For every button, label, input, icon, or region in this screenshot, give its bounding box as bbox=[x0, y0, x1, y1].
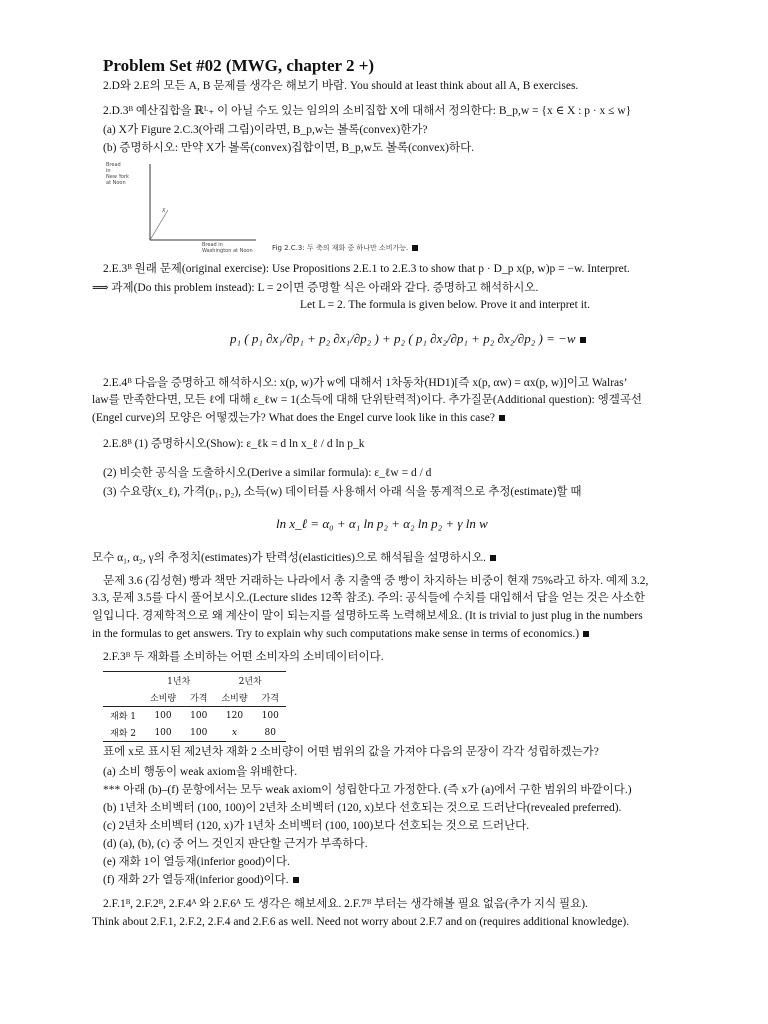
table-year-header-row bbox=[103, 672, 286, 690]
table-row-label: 재화 1 bbox=[110, 712, 136, 722]
table-sub-header: 가격 bbox=[255, 689, 286, 707]
figure-x-label-1: Bread in bbox=[202, 242, 223, 248]
table-cell: 120 bbox=[225, 710, 244, 721]
problem-2f3-part-d: (d) (a), (b), (c) 중 어느 것인지 판단할 근거가 부족하다. bbox=[103, 838, 368, 850]
problem-2f3-part-f-text: (f) 재화 2가 열등재(inferior good)이다. bbox=[103, 874, 289, 886]
figure-caption-text: Fig 2.C.3: 두 축의 재화 중 하나만 소비가능. bbox=[272, 244, 409, 252]
figure-y-label-1: Bread bbox=[106, 162, 121, 168]
problem-2f3-assumption: *** 아래 (b)–(f) 문항에서는 모두 weak axiom이 성립한다고 가정한다. (즉 x가 (a)에서 구한 범위의 바깥이다.) bbox=[103, 784, 632, 796]
problem-2e4-line-3-text: (Engel curve)의 모양은 어떻겠는가? What does the Engel curve look like in this case? bbox=[92, 412, 496, 424]
problem-2e3-let: Let L = 2. The formula is given below. Prove it and interpret it. bbox=[300, 299, 590, 311]
problem-2e8-part-2: (2) 비슷한 공식을 도출하시오(Derive a similar formula): ε_ℓw = d / d bbox=[103, 467, 432, 479]
final-note-english: Think about 2.F.1, 2.F.2, 2.F.4 and 2.F.6 as well. Need not worry about 2.F.7 and on (requires additional knowledge). bbox=[92, 916, 630, 928]
problem-2f3-part-b: (b) 1년차 소비벡터 (100, 100)이 2년차 소비벡터 (120, x)보다 선호되는 것으로 드러난다(revealed preferred). bbox=[103, 802, 622, 814]
problem-2d3-statement: 2.D.3ᴮ 예산집합을 ℝᴸ₊ 이 아닐 수도 있는 임의의 소비집합 X에 대해서 정의한다: B_p,w = {x ∈ X : p · x ≤ w} bbox=[103, 105, 632, 117]
end-square-icon bbox=[412, 245, 418, 251]
problem-2e3-formula-text: p₁ ( p₁ ∂x₁/∂p₁ + p₂ ∂x₁/∂p₂ ) + p₂ ( p₁ ∂x₂/∂p₁ + p₂ ∂x₂/∂p₂ ) = −w bbox=[230, 331, 576, 346]
problem-2e4-line-3 bbox=[92, 411, 505, 426]
table-year-header: 1년차 bbox=[143, 672, 214, 690]
table-cell: 100 bbox=[183, 724, 214, 742]
problem-2e8-part-3: (3) 수요량(x_ℓ), 가격(p₁, p₂), 소득(w) 데이터를 사용해서 아래 식을 통계적으로 추정(estimate)할 때 bbox=[103, 486, 582, 498]
table-cell: 100 bbox=[261, 710, 279, 721]
table-corner bbox=[103, 689, 143, 707]
figure-caption bbox=[272, 243, 418, 253]
problem-3-6-line-1: 문제 3.6 (김성현) 빵과 책만 거래하는 나라에서 총 지출액 중 빵이 차지하는 비중이 현재 75%라고 하자. 예제 3.2, bbox=[103, 575, 649, 587]
problem-2e3-instead: ⟹ 과제(Do this problem instead): L = 2이면 증명할 식은 아래와 같다. 증명하고 해석하시오. bbox=[92, 282, 539, 294]
problem-2f3-part-f bbox=[103, 873, 299, 888]
table-row-label: 재화 2 bbox=[103, 724, 143, 742]
problem-2d3-part-a: (a) X가 Figure 2.C.3(아래 그림)이라면, B_p,w는 볼록(convex)한가? bbox=[103, 124, 428, 136]
end-square-icon bbox=[293, 877, 299, 883]
table-cell: 80 bbox=[255, 724, 286, 742]
table-year-header: 2년차 bbox=[214, 672, 285, 690]
table-cell: 100 bbox=[154, 710, 172, 721]
page-title: Problem Set #02 (MWG, chapter 2 +) bbox=[103, 56, 375, 75]
problem-3-6-line-2: 3.3, 문제 3.5를 다시 풀어보시오.(Lecture slides 12쪽 참조). 주의: 공식들에 수치를 대입해서 답을 얻는 것은 사소한 bbox=[92, 592, 645, 604]
problem-2f3-part-e: (e) 재화 1이 열등재(inferior good)이다. bbox=[103, 856, 290, 868]
problem-2e3-statement: 2.E.3ᴮ 원래 문제(original exercise): Use Propositions 2.E.1 to 2.E.3 to show that p · D_p x(p, w)p = −w. Interpret. bbox=[103, 263, 630, 275]
problem-2d3-part-b: (b) 증명하시오: 만약 X가 볼록(convex)집합이면, B_p,w도 볼록(convex)하다. bbox=[103, 142, 475, 154]
table-cell: 100 bbox=[190, 710, 208, 721]
figure-ray-line bbox=[150, 210, 168, 240]
intro-line: 2.D와 2.E의 모든 A, B 문제를 생각은 해보기 바람. You should at least think about all A, B exercises. bbox=[103, 80, 579, 92]
table-row bbox=[103, 724, 286, 742]
problem-3-6-line-3: 일입니다. 경제학적으로 왜 계산이 말이 되는지를 설명하도록 노력해보세요. (It is trivial to just plug in the numbers bbox=[92, 610, 643, 622]
table-cell: x bbox=[214, 724, 254, 742]
problem-2e8-part-1: 2.E.8ᴮ (1) 증명하시오(Show): ε_ℓk = d ln x_ℓ / d ln p_k bbox=[103, 438, 365, 450]
end-square-icon bbox=[490, 555, 496, 561]
end-square-icon bbox=[583, 631, 589, 637]
figure-2c3-plot bbox=[106, 160, 286, 255]
problem-2f3-question: 표에 x로 표시된 제2년차 재화 2 소비량이 어떤 범위의 값을 가져야 다음의 문장이 각각 성립하겠는가? bbox=[103, 746, 599, 758]
final-note-korean: 2.F.1ᴮ, 2.F.2ᴮ, 2.F.4ᴬ 와 2.F.6ᴬ 도 생각은 해보세요. 2.F.7ᴮ 부터는 생각해볼 필요 없음(추가 지식 필요). bbox=[103, 898, 588, 910]
problem-2e8-regression: ln x_ℓ = α₀ + α₁ ln p₂ + α₂ ln p₂ + γ ln w bbox=[276, 516, 488, 531]
end-square-icon bbox=[580, 337, 586, 343]
problem-2e8-explain bbox=[92, 551, 496, 566]
problem-2f3-statement: 2.F.3ᴮ 두 재화를 소비하는 어떤 소비자의 소비데이터이다. bbox=[103, 651, 384, 663]
problem-2e4-line-2: law를 만족한다면, 모든 ℓ에 대해 ε_ℓw = 1(소득에 대해 단위탄력적)이다. 추가질문(Additional question): 엥겔곡선 bbox=[92, 394, 643, 406]
problem-2f3-part-a: (a) 소비 행동이 weak axiom을 위배한다. bbox=[103, 766, 298, 778]
problem-2e3-formula bbox=[230, 331, 586, 346]
problem-2e4-line-1: 2.E.4ᴮ 다음을 증명하고 해석하시오: x(p, w)가 w에 대해서 1차동차(HD1)[즉 x(p, αw) = αx(p, w)]이고 Walras’ bbox=[103, 377, 628, 389]
figure-2c3 bbox=[106, 160, 286, 255]
figure-y-label-4: at Noon bbox=[106, 180, 126, 186]
table-corner bbox=[103, 672, 143, 690]
table-sub-header: 가격 bbox=[183, 689, 214, 707]
table-sub-header: 소비량 bbox=[214, 689, 254, 707]
problem-2e8-explain-text: 모수 α₁, α₂, γ의 추정치(estimates)가 탄력성(elasticities)으로 해석됨을 설명하시오. bbox=[92, 552, 486, 564]
figure-x-label-2: Washington at Noon bbox=[202, 248, 253, 254]
figure-y-label-3: New York bbox=[106, 174, 129, 180]
table-sub-header-row bbox=[103, 689, 286, 707]
figure-y-label-2: in bbox=[106, 168, 111, 174]
table-row bbox=[103, 707, 286, 725]
figure-point-label: X bbox=[162, 208, 166, 214]
table-cell: 100 bbox=[143, 724, 183, 742]
problem-3-6-line-4 bbox=[92, 627, 589, 642]
table-sub-header: 소비량 bbox=[143, 689, 183, 707]
consumption-table bbox=[103, 671, 286, 742]
problem-2f3-part-c: (c) 2년차 소비벡터 (120, x)가 1년차 소비벡터 (100, 100)보다 선호되는 것으로 드러난다. bbox=[103, 820, 530, 832]
end-square-icon bbox=[499, 415, 505, 421]
problem-3-6-line-4-text: in the formulas to get answers. Try to explain why such computations make sense in terms of economics.) bbox=[92, 628, 580, 640]
